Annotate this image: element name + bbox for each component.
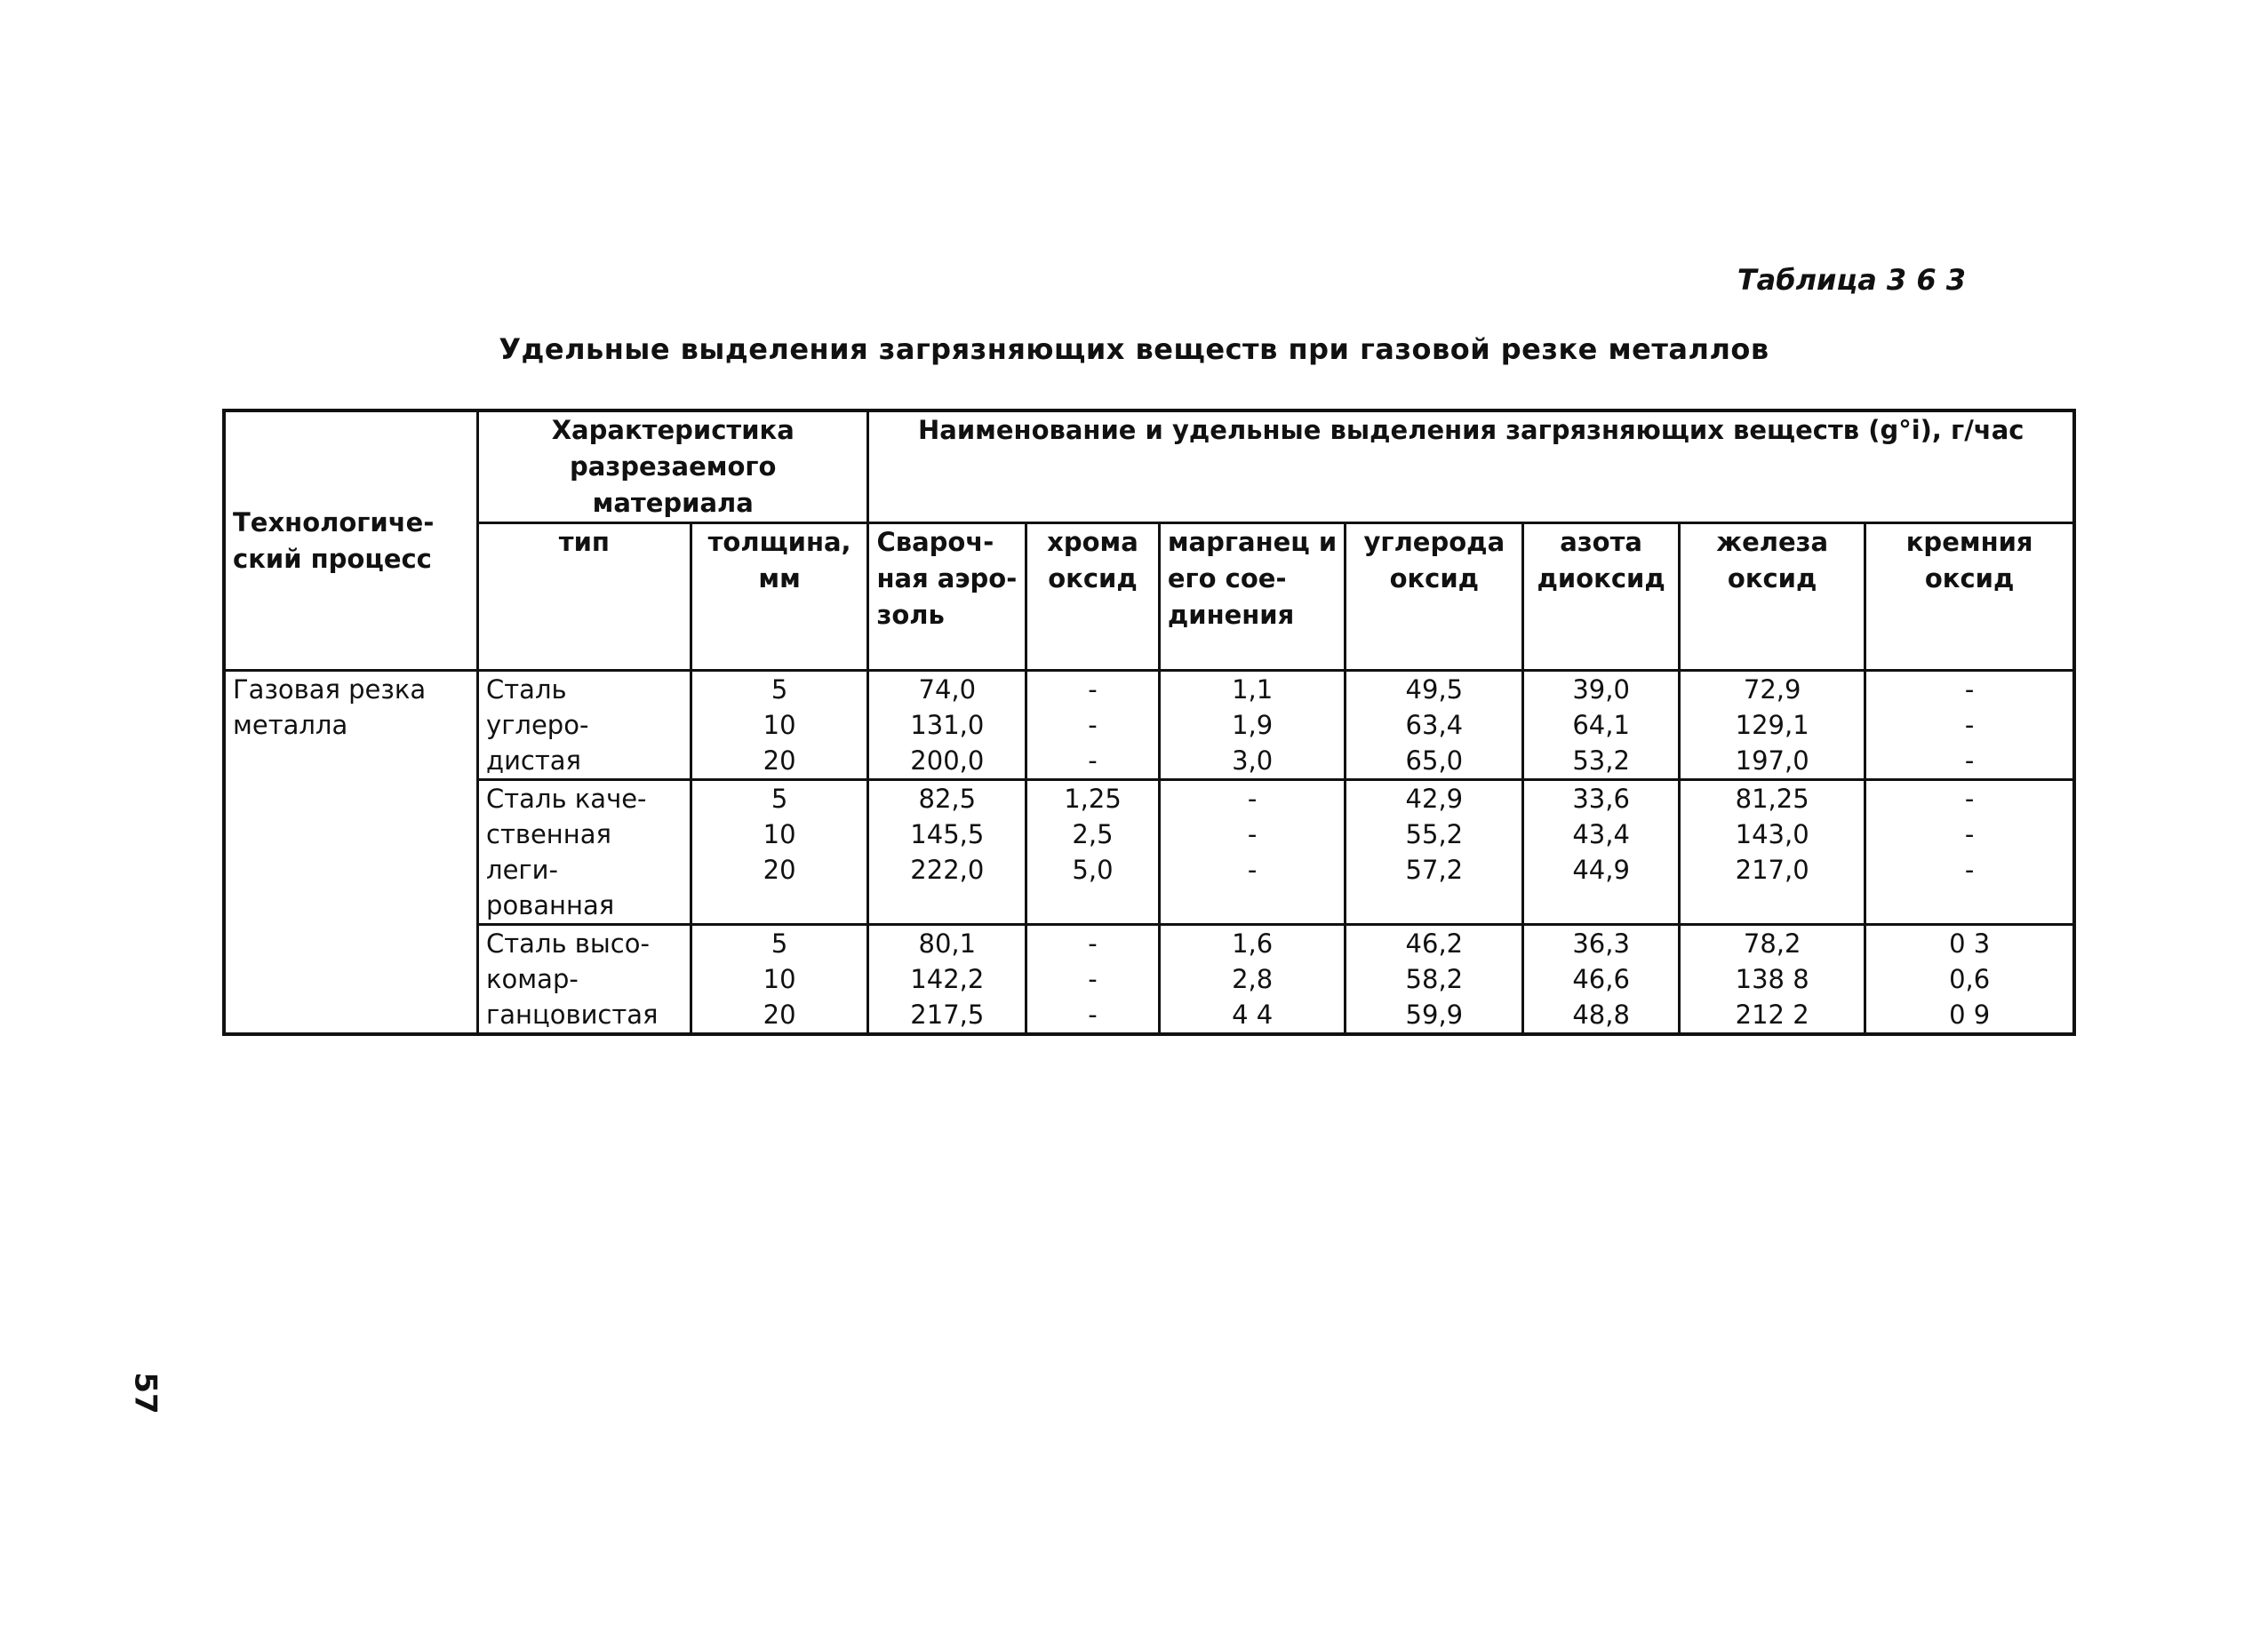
- material-type-cell: [478, 925, 691, 1035]
- page-number: 57: [127, 1372, 164, 1414]
- value-cell: - - -: [1865, 671, 2074, 780]
- value-cell: 81,25 143,0 217,0: [1680, 780, 1865, 925]
- header-pollutant-nitrogen: азота диоксид: [1523, 523, 1680, 671]
- value-cell: 82,5 145,5 222,0: [868, 780, 1026, 925]
- value-cell: - - -: [1159, 780, 1346, 925]
- value-cell: - - -: [1026, 671, 1160, 780]
- type-line: Сталь: [486, 674, 567, 705]
- value-cell: 1,6 2,8 4 4: [1159, 925, 1346, 1035]
- value-cell: 78,2 138 8 212 2: [1680, 925, 1865, 1035]
- value-cell: 72,9 129,1 197,0: [1680, 671, 1865, 780]
- value-cell: - - -: [1026, 925, 1160, 1035]
- thickness-cell: 5 10 20: [691, 671, 868, 780]
- table-title: Удельные выделения загрязняющих веществ при газовой резке металлов: [499, 332, 1769, 366]
- value-cell: 33,6 43,4 44,9: [1523, 780, 1680, 925]
- type-line: комар-: [486, 964, 579, 994]
- value-cell: 1,1 1,9 3,0: [1159, 671, 1346, 780]
- header-pollutant-iron: железа оксид: [1680, 523, 1865, 671]
- header-process: Технологиче-ский процесс: [224, 410, 478, 671]
- header-pollutant-chromium: хрома оксид: [1026, 523, 1160, 671]
- header-pollutants-group: Наименование и удельные выделения загрязняющих веществ (g°i), г/час: [868, 410, 2074, 523]
- material-type-cell: [478, 780, 691, 925]
- process-line: Газовая резка: [233, 674, 427, 705]
- header-thickness: толщина, мм: [691, 523, 868, 671]
- table-label: Таблица 3 6 3: [1737, 263, 1966, 297]
- thickness-cell: 5 10 20: [691, 780, 868, 925]
- value-cell: 0 3 0,6 0 9: [1865, 925, 2074, 1035]
- process-line: металла: [233, 710, 348, 740]
- table-row: [224, 671, 2074, 780]
- type-line: леги-: [486, 855, 558, 885]
- table-row: [224, 780, 2074, 925]
- type-line: углеро-: [486, 710, 589, 740]
- type-line: рованная: [486, 890, 615, 920]
- value-cell: 49,5 63,4 65,0: [1346, 671, 1523, 780]
- value-cell: 42,9 55,2 57,2: [1346, 780, 1523, 925]
- table-row: [224, 925, 2074, 1035]
- value-cell: 74,0 131,0 200,0: [868, 671, 1026, 780]
- value-cell: 39,0 64,1 53,2: [1523, 671, 1680, 780]
- type-line: Сталь высо-: [486, 928, 650, 959]
- type-line: Сталь каче-: [486, 784, 647, 814]
- header-material-type: тип: [478, 523, 691, 671]
- emissions-table: [222, 409, 2076, 1036]
- header-pollutant-manganese: марганец и его сое-динения: [1159, 523, 1346, 671]
- header-material-group: Характеристика разрезаемого материала: [478, 410, 868, 523]
- header-pollutant-aerosol: Свароч-ная аэро-золь: [868, 523, 1026, 671]
- process-cell: [224, 671, 478, 1035]
- value-cell: 36,3 46,6 48,8: [1523, 925, 1680, 1035]
- header-pollutant-carbon: углерода оксид: [1346, 523, 1523, 671]
- type-line: дистая: [486, 745, 581, 776]
- value-cell: 80,1 142,2 217,5: [868, 925, 1026, 1035]
- header-pollutant-silicon: кремния оксид: [1865, 523, 2074, 671]
- type-line: ганцовистая: [486, 1000, 659, 1030]
- material-type-cell: [478, 671, 691, 780]
- value-cell: - - -: [1865, 780, 2074, 925]
- type-line: ственная: [486, 819, 611, 849]
- value-cell: 1,25 2,5 5,0: [1026, 780, 1160, 925]
- thickness-cell: 5 10 20: [691, 925, 868, 1035]
- value-cell: 46,2 58,2 59,9: [1346, 925, 1523, 1035]
